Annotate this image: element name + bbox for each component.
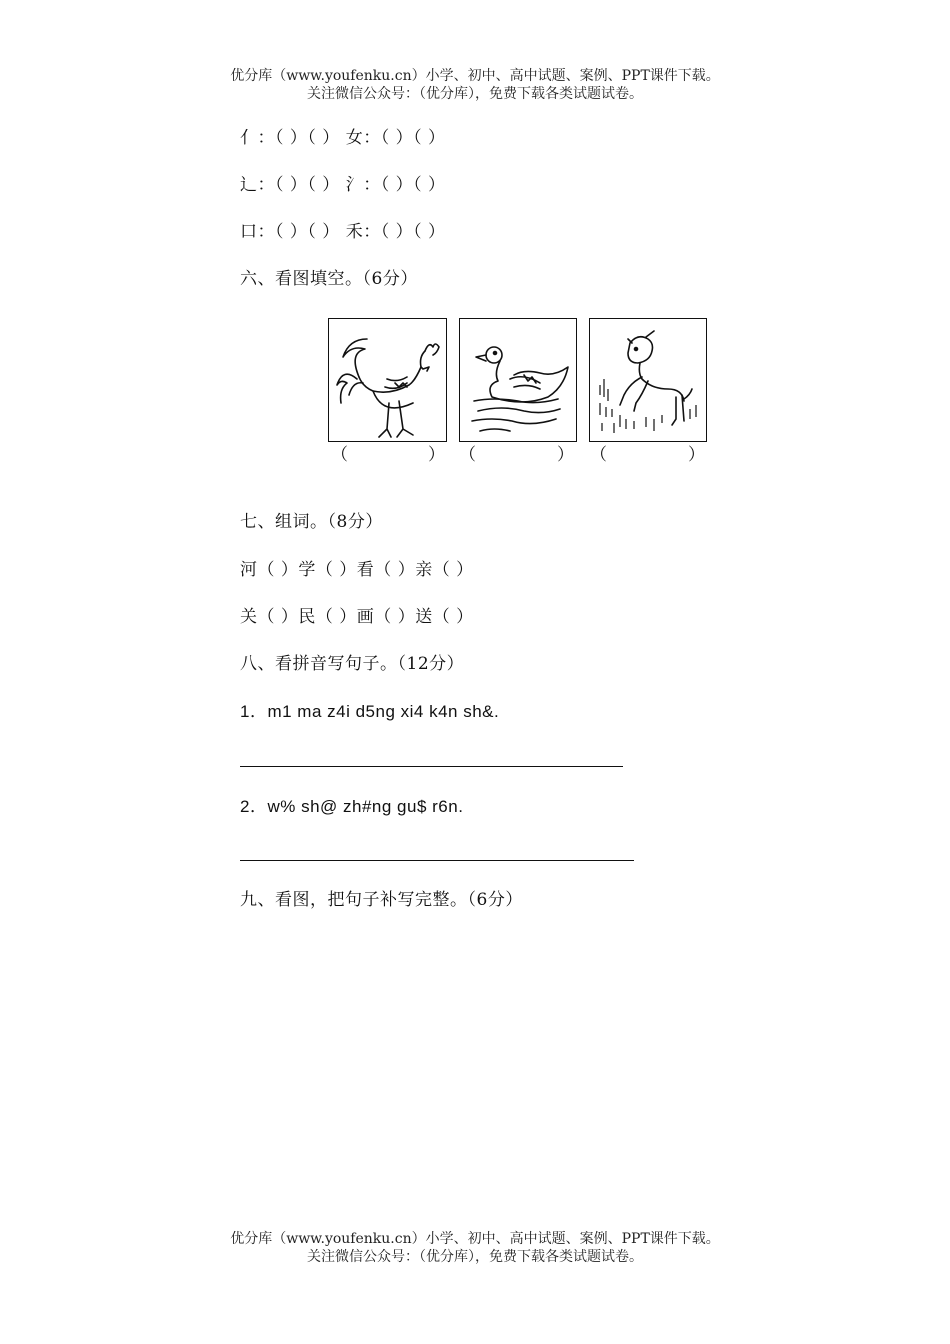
answer-paren-open-1: （ (331, 445, 348, 465)
answer-line-1 (240, 766, 623, 767)
answer-line-2 (240, 860, 634, 861)
lamb-picture (589, 318, 707, 442)
footer-line-2: 关注微信公众号：（优分库），免费下载各类试题试卷。 (307, 1249, 643, 1265)
pinyin-question-2: 2．w% sh@ zh#ng gu$ r6n. (240, 797, 464, 816)
rooster-picture (328, 318, 447, 442)
page-footer (0, 1230, 950, 1266)
word-group-row-1: 河（ ）学（ ）看（ ）亲（ ） (240, 560, 474, 580)
answer-paren-close-3: ） (688, 445, 705, 465)
section-9-title: 九、看图，把句子补写完整。（6分） (240, 890, 523, 910)
radical-row-1: 亻：（ ）（ ） 女：（ ）（ ） (240, 128, 446, 148)
duck-picture (459, 318, 577, 442)
page-header (0, 67, 950, 103)
answer-paren-close-1: ） (428, 445, 445, 465)
section-8-title: 八、看拼音写句子。（12分） (240, 654, 465, 674)
footer-line-1: 优分库（www.youfenku.cn）小学、初中、高中试题、案例、PPT课件下载。 (230, 1231, 720, 1247)
answer-paren-close-2: ） (557, 445, 574, 465)
lamb-icon (590, 319, 706, 441)
pinyin-question-1: 1．m1 ma z4i d5ng xi4 k4n sh&. (240, 702, 500, 721)
duck-icon (460, 319, 576, 441)
radical-row-3: 口：（ ）（ ） 禾：（ ）（ ） (240, 222, 446, 242)
section-6-title: 六、看图填空。（6分） (240, 269, 418, 289)
rooster-icon (329, 319, 446, 441)
section-7-title: 七、组词。（8分） (240, 512, 383, 532)
header-line-2: 关注微信公众号：（优分库），免费下载各类试题试卷。 (307, 86, 643, 102)
answer-paren-open-3: （ (590, 445, 607, 465)
radical-row-2: 辶：（ ）（ ） 氵：（ ）（ ） (240, 175, 446, 195)
answer-paren-open-2: （ (459, 445, 476, 465)
word-group-row-2: 关（ ）民（ ）画（ ）送（ ） (240, 607, 474, 627)
header-line-1: 优分库（www.youfenku.cn）小学、初中、高中试题、案例、PPT课件下载。 (230, 68, 720, 84)
